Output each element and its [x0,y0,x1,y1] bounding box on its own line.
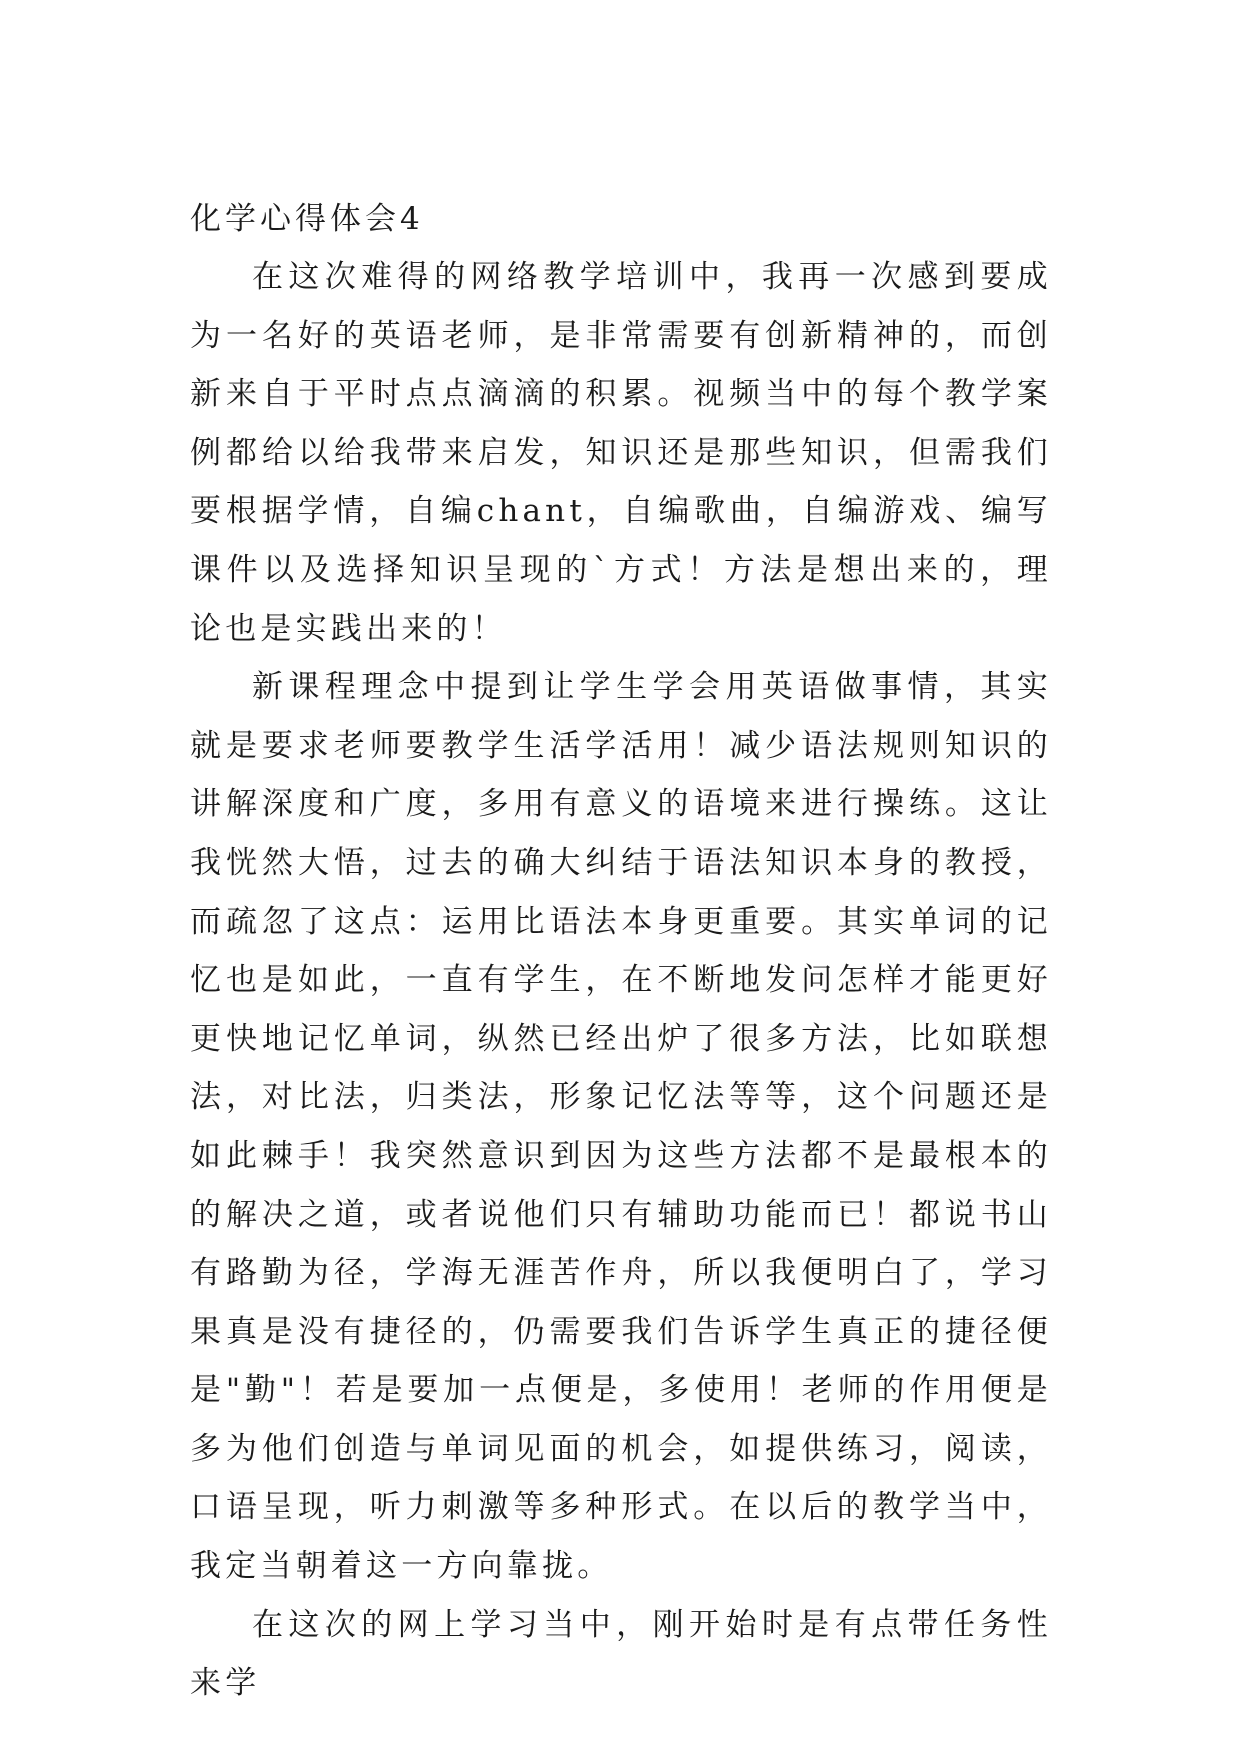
paragraph-3: 在这次的网上学习当中，刚开始时是有点带任务性来学 [190,1606,1052,1702]
paragraph-1: 在这次难得的网络教学培训中，我再一次感到要成为一名好的英语老师，是非常需要有创新精神的，而创新来自于平时点点滴滴的积累。视频当中的每个教学案例都给以给我带来启发，知识还是那些知识，但需我们要根据学情，自编chant，自编歌曲，自编游戏、编写课件以及选择知识呈现的`方式！方法是想出来的，理论也是实践出来的！ [190,259,1052,647]
paragraph-2: 新课程理念中提到让学生学会用英语做事情，其实就是要求老师要教学生活学活用！减少语法规则知识的讲解深度和广度，多用有意义的语境来进行操练。这让我恍然大悟，过去的确大纠结于语法知识本身的教授，而疏忽了这点：运用比语法本身更重要。其实单词的记忆也是如此，一直有学生，在不断地发问怎样才能更好更快地记忆单词，纵然已经出炉了很多方法，比如联想法，对比法，归类法，形象记忆法等等，这个问题还是如此棘手！我突然意识到因为这些方法都不是最根本的的解决之道，或者说他们只有辅助功能而已！都说书山有路勤为径，学海无涯苦作舟，所以我便明白了，学习果真是没有捷径的，仍需要我们告诉学生真正的捷径便是"勤"！若是要加一点便是，多使用！老师的作用便是多为他们创造与单词见面的机会，如提供练习，阅读，口语呈现，听力刺激等多种形式。在以后的教学当中，我定当朝着这一方向靠拢。 [190,669,1052,1585]
document-title: 化学心得体会4 [190,201,424,237]
document-body [190,190,1052,1713]
